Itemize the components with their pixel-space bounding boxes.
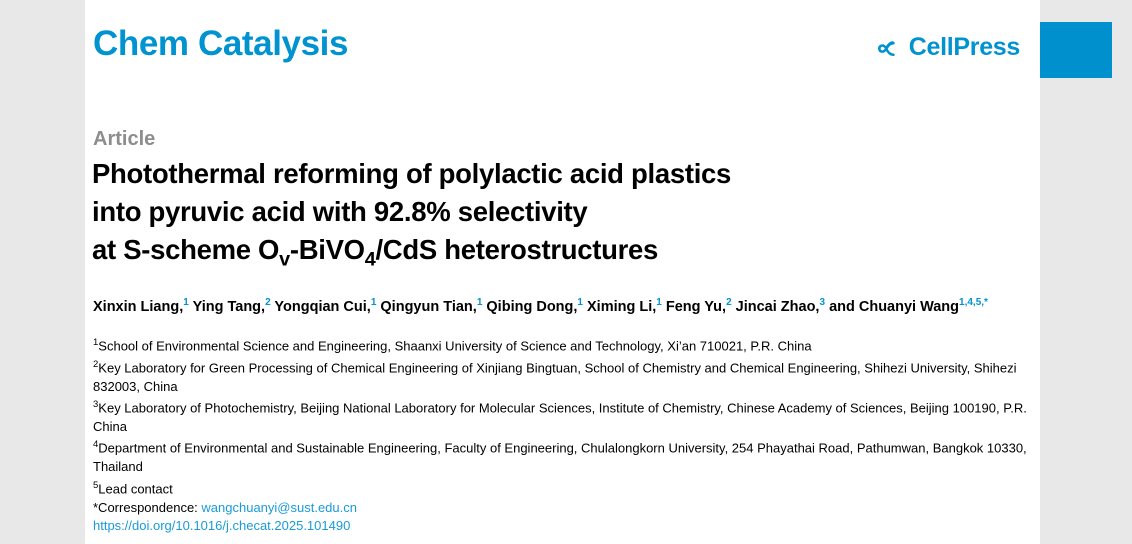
correspondence-row: *Correspondence: wangchuanyi@sust.edu.cn bbox=[93, 499, 357, 515]
affiliation-text: Key Laboratory for Green Processing of Chemical Engineering of Xinjiang Bingtuan, School of Chemistry and Chemical Engineering, Shihezi University, Shihezi 832003, China bbox=[93, 360, 1017, 394]
author-affil-marker: 1 bbox=[577, 297, 583, 308]
journal-title: Chem Catalysis bbox=[93, 24, 349, 63]
affiliation-item bbox=[93, 334, 1028, 356]
affiliation-item bbox=[93, 356, 1028, 396]
article-page bbox=[85, 0, 1040, 544]
affiliation-marker: 4 bbox=[93, 439, 99, 451]
affiliation-list bbox=[93, 334, 1028, 536]
doi-link[interactable]: https://doi.org/10.1016/j.checat.2025.101490 bbox=[93, 518, 351, 534]
author-name: Feng Yu,$^2$ bbox=[665, 297, 732, 315]
article-type-label: Article bbox=[93, 128, 156, 150]
affiliation-marker: 1 bbox=[93, 337, 99, 348]
author-affil-marker: 1 bbox=[656, 297, 662, 308]
cellpress-swirl-icon bbox=[876, 35, 902, 61]
author-name: Qingyun Tian,$^1$ bbox=[380, 297, 483, 315]
author-name: and Chuanyi Wang$^{1,4,5,*}$ bbox=[829, 297, 988, 315]
author-name: Qibing Dong,$^1$ bbox=[486, 297, 583, 315]
author-name: Xinxin Liang,$^1$ bbox=[93, 297, 189, 315]
publisher-name: CellPress bbox=[908, 33, 1020, 61]
page-title bbox=[92, 155, 1012, 279]
affiliation-item bbox=[93, 477, 1028, 499]
title-line-1: Photothermal reforming of polylactic acid plastics bbox=[92, 158, 732, 189]
author-name: Ying Tang,$^2$ bbox=[192, 297, 271, 315]
author-affil-marker: 1 bbox=[370, 297, 377, 308]
correspondence-email-link[interactable]: wangchuanyi@sust.edu.cn bbox=[201, 499, 357, 515]
author-affil-marker: 1 bbox=[476, 297, 483, 308]
affiliation-text: Key Laboratory of Photochemistry, Beijing National Laboratory for Molecular Sciences, Institute of Chemistry, Chinese Academy of Sciences, Beijing 100190, P.R. China bbox=[93, 400, 1027, 434]
author-affil-marker: 1,4,5,* bbox=[959, 297, 988, 308]
author-name: Jincai Zhao,$^3$ bbox=[735, 297, 826, 315]
affiliation-item bbox=[93, 396, 1028, 436]
header-color-block bbox=[1040, 22, 1112, 78]
publisher-logo bbox=[876, 33, 1020, 62]
author-list bbox=[93, 293, 1028, 317]
author-affil-marker: 2 bbox=[265, 297, 271, 308]
author-affil-marker: 3 bbox=[819, 297, 826, 308]
affiliation-text: Lead contact bbox=[98, 481, 173, 497]
affiliation-marker: 5 bbox=[93, 479, 99, 491]
author-name: Ximing Li,$^1$ bbox=[587, 297, 662, 315]
affiliation-text: School of Environmental Science and Engineering, Shaanxi University of Science and Technology, Xi’an 710021, P.R. China bbox=[98, 338, 812, 354]
affiliation-item bbox=[93, 436, 1028, 476]
affiliation-marker: 3 bbox=[93, 399, 99, 411]
doi-row bbox=[93, 517, 1028, 536]
affiliation-text: Department of Environmental and Sustainable Engineering, Faculty of Engineering, Chulalongkorn University, 254 Phayathai Road, Pathumwan, Bangkok 10330, Thailand bbox=[93, 440, 1027, 475]
author-name: Yongqian Cui,$^1$ bbox=[274, 297, 377, 315]
author-affil-marker: 2 bbox=[726, 297, 732, 308]
title-line-3: at S-scheme $O_v-BiVO_4$/CdS heterostructures bbox=[92, 234, 658, 271]
affiliation-marker: 2 bbox=[93, 358, 99, 370]
author-affil-marker: 1 bbox=[183, 297, 189, 308]
title-line-2: into pyruvic acid with 92.8% selectivity bbox=[92, 196, 588, 227]
